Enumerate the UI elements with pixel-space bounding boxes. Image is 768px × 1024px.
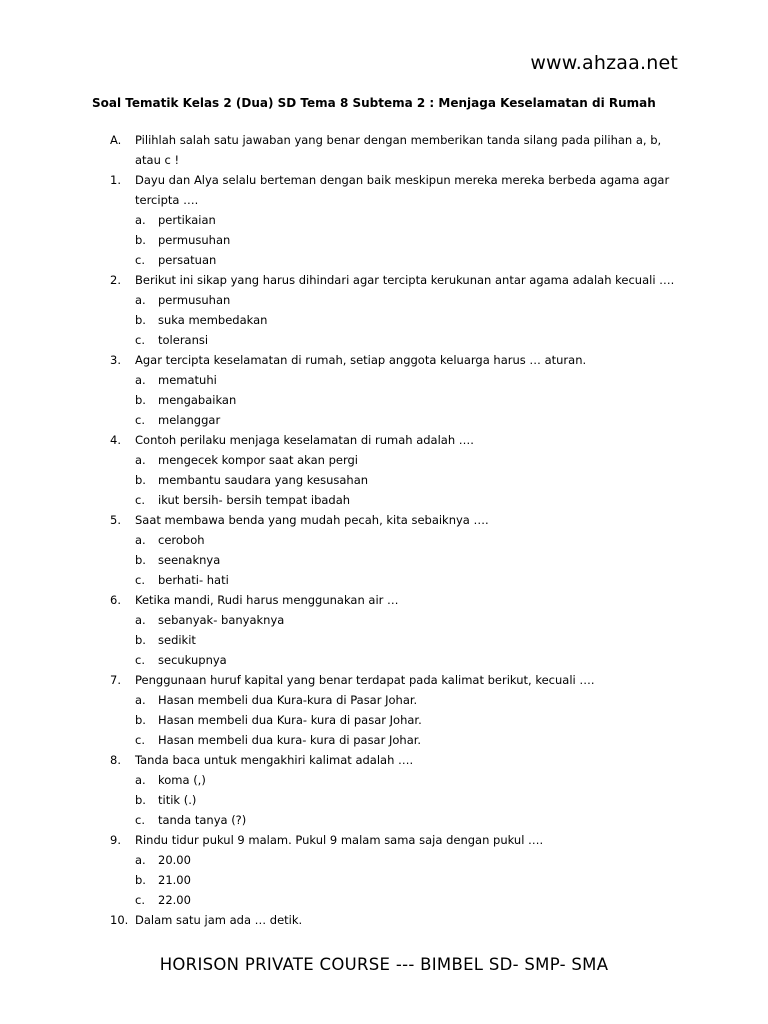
- question-5: [110, 510, 680, 530]
- question-number: 4.: [110, 433, 121, 447]
- option-letter: c.: [135, 413, 145, 427]
- option-letter: a.: [135, 373, 146, 387]
- answer-option: [110, 290, 680, 310]
- answer-option: [110, 410, 680, 430]
- option-letter: b.: [135, 793, 146, 807]
- option-text: 20.00: [158, 853, 191, 867]
- option-text: sedikit: [158, 633, 196, 647]
- option-text: seenaknya: [158, 553, 221, 567]
- answer-option: [110, 790, 680, 810]
- option-letter: c.: [135, 813, 145, 827]
- option-letter: c.: [135, 253, 145, 267]
- answer-option: [110, 310, 680, 330]
- answer-option: [110, 870, 680, 890]
- option-letter: c.: [135, 493, 145, 507]
- answer-option: [110, 650, 680, 670]
- answer-option: [110, 630, 680, 650]
- option-letter: a.: [135, 293, 146, 307]
- question-4: [110, 430, 680, 450]
- option-letter: a.: [135, 453, 146, 467]
- question-number: 8.: [110, 753, 121, 767]
- option-text: secukupnya: [158, 653, 227, 667]
- answer-option: [110, 450, 680, 470]
- option-text: tanda tanya (?): [158, 813, 247, 827]
- answer-option: [110, 610, 680, 630]
- option-text: Hasan membeli dua kura- kura di pasar Johar.: [158, 733, 422, 747]
- question-10: [110, 910, 680, 930]
- answer-option: [110, 490, 680, 510]
- question-8: [110, 750, 680, 770]
- question-3: [110, 350, 680, 370]
- question-9: [110, 830, 680, 850]
- question-number: 10.: [110, 913, 129, 927]
- option-letter: b.: [135, 233, 146, 247]
- option-letter: a.: [135, 853, 146, 867]
- option-text: membantu saudara yang kesusahan: [158, 473, 369, 487]
- option-letter: b.: [135, 633, 146, 647]
- question-6: [110, 590, 680, 610]
- question-text: Saat membawa benda yang mudah pecah, kita sebaiknya ….: [135, 513, 489, 527]
- question-text: Dalam satu jam ada … detik.: [135, 913, 303, 927]
- answer-option: [110, 850, 680, 870]
- option-text: permusuhan: [158, 293, 231, 307]
- option-text: sebanyak- banyaknya: [158, 613, 285, 627]
- question-1: [110, 170, 680, 210]
- option-letter: b.: [135, 473, 146, 487]
- option-text: pertikaian: [158, 213, 216, 227]
- option-text: Hasan membeli dua Kura-kura di Pasar Johar.: [158, 693, 418, 707]
- question-number: 1.: [110, 173, 121, 187]
- question-text: Tanda baca untuk mengakhiri kalimat adalah ….: [135, 753, 414, 767]
- answer-option: [110, 250, 680, 270]
- option-letter: a.: [135, 773, 146, 787]
- question-number: 7.: [110, 673, 121, 687]
- answer-option: [110, 770, 680, 790]
- answer-option: [110, 530, 680, 550]
- instruction-text: Pilihlah salah satu jawaban yang benar dengan memberikan tanda silang pada pilihan a, b, atau c !: [135, 133, 662, 167]
- answer-option: [110, 570, 680, 590]
- website-url: www.ahzaa.net: [530, 52, 678, 74]
- question-list: [110, 130, 680, 930]
- option-letter: b.: [135, 553, 146, 567]
- answer-option: [110, 710, 680, 730]
- question-number: 5.: [110, 513, 121, 527]
- question-2: [110, 270, 680, 290]
- question-text: Dayu dan Alya selalu berteman dengan baik meskipun mereka mereka berbeda agama agar tercipta ….: [135, 173, 670, 207]
- footer-text: HORISON PRIVATE COURSE --- BIMBEL SD- SMP- SMA: [159, 955, 609, 974]
- option-text: melanggar: [158, 413, 221, 427]
- document-title: Soal Tematik Kelas 2 (Dua) SD Tema 8 Subtema 2 : Menjaga Keselamatan di Rumah: [92, 96, 656, 110]
- question-number: 3.: [110, 353, 121, 367]
- answer-option: [110, 330, 680, 350]
- option-letter: a.: [135, 613, 146, 627]
- questions-container: [110, 170, 680, 930]
- question-text: Contoh perilaku menjaga keselamatan di rumah adalah ….: [135, 433, 474, 447]
- option-letter: c.: [135, 733, 145, 747]
- question-7: [110, 670, 680, 690]
- option-text: ikut bersih- bersih tempat ibadah: [158, 493, 351, 507]
- answer-option: [110, 890, 680, 910]
- option-letter: a.: [135, 533, 146, 547]
- question-text: Penggunaan huruf kapital yang benar terdapat pada kalimat berikut, kecuali ….: [135, 673, 595, 687]
- option-letter: a.: [135, 213, 146, 227]
- question-number: 6.: [110, 593, 121, 607]
- answer-option: [110, 210, 680, 230]
- option-text: mengabaikan: [158, 393, 237, 407]
- answer-option: [110, 470, 680, 490]
- option-text: Hasan membeli dua Kura- kura di pasar Johar.: [158, 713, 422, 727]
- section-instruction: [110, 130, 680, 170]
- option-letter: c.: [135, 333, 145, 347]
- section-label: A.: [110, 133, 122, 147]
- option-letter: c.: [135, 893, 145, 907]
- option-text: 21.00: [158, 873, 191, 887]
- option-text: persatuan: [158, 253, 217, 267]
- question-number: 9.: [110, 833, 121, 847]
- option-letter: b.: [135, 313, 146, 327]
- answer-option: [110, 390, 680, 410]
- option-text: 22.00: [158, 893, 191, 907]
- option-letter: b.: [135, 393, 146, 407]
- option-text: berhati- hati: [158, 573, 229, 587]
- option-letter: a.: [135, 693, 146, 707]
- option-text: mematuhi: [158, 373, 217, 387]
- option-letter: c.: [135, 573, 145, 587]
- answer-option: [110, 550, 680, 570]
- option-text: mengecek kompor saat akan pergi: [158, 453, 359, 467]
- option-text: koma (,): [158, 773, 206, 787]
- option-letter: b.: [135, 713, 146, 727]
- option-text: toleransi: [158, 333, 209, 347]
- question-text: Berikut ini sikap yang harus dihindari agar tercipta kerukunan antar agama adalah kecuali ….: [135, 273, 675, 287]
- option-text: ceroboh: [158, 533, 205, 547]
- answer-option: [110, 730, 680, 750]
- question-text: Agar tercipta keselamatan di rumah, setiap anggota keluarga harus … aturan.: [135, 353, 587, 367]
- question-number: 2.: [110, 273, 121, 287]
- option-letter: b.: [135, 873, 146, 887]
- option-text: suka membedakan: [158, 313, 268, 327]
- option-text: permusuhan: [158, 233, 231, 247]
- answer-option: [110, 690, 680, 710]
- option-text: titik (.): [158, 793, 197, 807]
- answer-option: [110, 810, 680, 830]
- answer-option: [110, 370, 680, 390]
- question-text: Ketika mandi, Rudi harus menggunakan air …: [135, 593, 399, 607]
- option-letter: c.: [135, 653, 145, 667]
- answer-option: [110, 230, 680, 250]
- question-text: Rindu tidur pukul 9 malam. Pukul 9 malam sama saja dengan pukul ….: [135, 833, 544, 847]
